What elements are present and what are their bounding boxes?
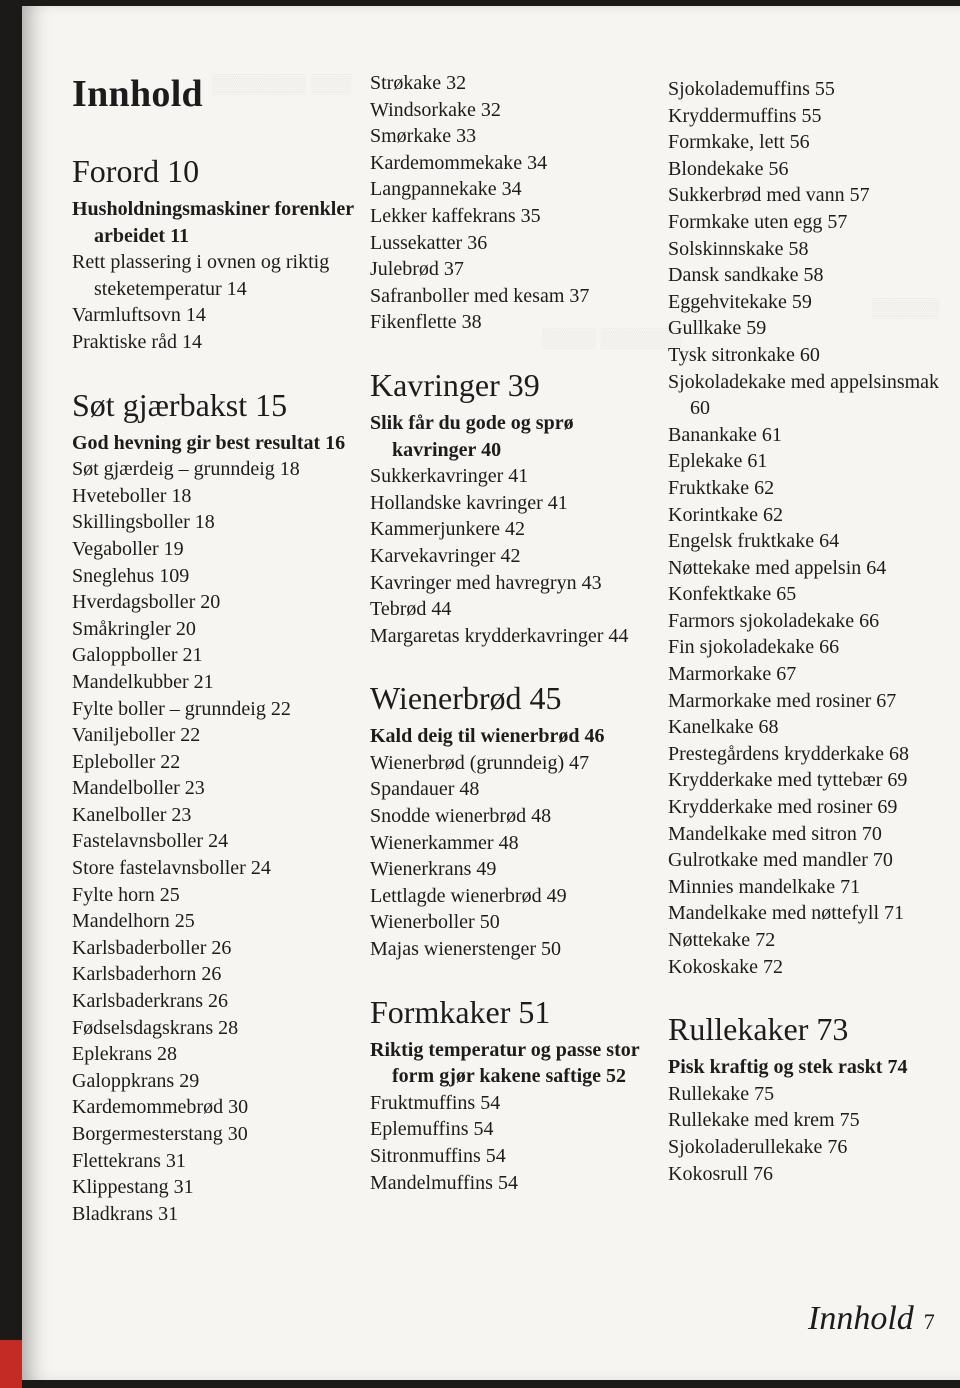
- section-heading: Kavringer 39: [370, 366, 540, 403]
- toc-entry: Eggehvitekake 59: [668, 290, 812, 313]
- section-spacer: [370, 963, 660, 993]
- toc-entry: Wienerboller 50: [370, 911, 500, 934]
- toc-column-1: [72, 152, 362, 1227]
- toc-entry: Galoppboller 21: [72, 644, 203, 667]
- section-spacer: [370, 649, 660, 679]
- toc-entry: Kokosrull 76: [668, 1162, 773, 1185]
- page-number: 7: [923, 1309, 935, 1334]
- section-spacer: [668, 980, 958, 1010]
- toc-entry: Gullkake 59: [668, 317, 767, 340]
- toc-entry: Mandelhorn 25: [72, 910, 195, 933]
- subsection-heading: Riktig temperatur og passe stor form gjør kakene saftige 52: [370, 1038, 640, 1088]
- toc-entry: Minnies mandelkake 71: [668, 875, 861, 898]
- toc-entry: Borgermesterstang 30: [72, 1123, 248, 1145]
- toc-entry: Vegaboller 19: [72, 537, 184, 560]
- toc-entry: Karvekavringer 42: [370, 544, 521, 567]
- toc-entry: Spandauer 48: [370, 778, 480, 801]
- toc-entry: Kryddermuffins 55: [668, 104, 822, 127]
- toc-entry: Rullekake med krem 75: [668, 1109, 860, 1132]
- page-footer: [808, 1300, 935, 1338]
- toc-entry: Rett plassering i ovnen og riktig steketemperatur 14: [72, 251, 330, 300]
- toc-entry: Småkringler 20: [72, 617, 196, 640]
- toc-entry: Dansk sandkake 58: [668, 264, 824, 287]
- toc-entry: Flettekrans 31: [72, 1149, 186, 1172]
- toc-entry: Fin sjokoladekake 66: [668, 636, 840, 659]
- toc-entry: Prestegårdens krydderkake 68: [668, 742, 910, 765]
- toc-column-2: [370, 70, 660, 1196]
- toc-entry: Tysk sitronkake 60: [668, 343, 820, 366]
- section-heading: Forord 10: [72, 153, 200, 189]
- toc-entry: Klippestang 31: [72, 1176, 194, 1199]
- toc-entry: Strøkake 32: [370, 72, 467, 94]
- toc-entry: Hollandske kavringer 41: [370, 491, 568, 514]
- subsection-heading: Pisk kraftig og stek raskt 74: [668, 1056, 908, 1079]
- show-through-text: ▒▒▒▒▒▒▒ ▒▒▒: [212, 74, 352, 95]
- section-heading: Formkaker 51: [370, 993, 551, 1030]
- toc-entry: Kardemommekake 34: [370, 151, 548, 174]
- toc-entry: Vaniljeboller 22: [72, 724, 201, 747]
- show-through-text: ▒▒▒▒ ▒▒▒▒▒▒: [542, 328, 682, 349]
- toc-entry: Nøttekake 72: [668, 929, 776, 951]
- toc-entry: Skillingsboller 18: [72, 511, 215, 534]
- toc-entry: Engelsk fruktkake 64: [668, 530, 840, 553]
- toc-entry: Eplekrans 28: [72, 1043, 177, 1066]
- toc-entry: Hverdagsboller 20: [72, 591, 221, 614]
- toc-entry: Fruktmuffins 54: [370, 1091, 501, 1114]
- toc-entry: Krydderkake med tyttebær 69: [668, 769, 908, 792]
- subsection-heading: God hevning gir best resultat 16: [72, 431, 346, 454]
- toc-entry: Wienerkrans 49: [370, 858, 497, 881]
- toc-entry: Sjokoladekake med appelsinsmak 60: [668, 370, 940, 420]
- toc-entry: Wienerbrød (grunndeig) 47: [370, 751, 590, 774]
- toc-entry: Mandelkake med sitron 70: [668, 822, 882, 845]
- toc-entry: Julebrød 37: [370, 258, 464, 281]
- toc-entry: Lussekatter 36: [370, 231, 488, 254]
- toc-entry: Wienerkammer 48: [370, 831, 519, 854]
- toc-entry: Konfektkake 65: [668, 583, 797, 606]
- toc-entry: Rullekake 75: [668, 1082, 775, 1105]
- toc-entry: Praktiske råd 14: [72, 330, 202, 353]
- toc-entry: Sjokolademuffins 55: [668, 78, 835, 100]
- toc-entry: Sukkerbrød med vann 57: [668, 184, 870, 207]
- toc-entry: Mandelboller 23: [72, 777, 205, 800]
- toc-entry: Søt gjærdeig – grunndeig 18: [72, 458, 300, 481]
- toc-entry: Mandelkake med nøttefyll 71: [668, 902, 905, 925]
- toc-entry: Nøttekake med appelsin 64: [668, 556, 887, 579]
- section-spacer: [72, 356, 362, 386]
- toc-entry: Karlsbaderhorn 26: [72, 963, 222, 986]
- toc-entry: Fylte horn 25: [72, 883, 180, 906]
- toc-entry: Eplekake 61: [668, 450, 768, 473]
- toc-entry: Sukkerkavringer 41: [370, 465, 529, 488]
- toc-entry: Store fastelavnsboller 24: [72, 857, 271, 880]
- toc-entry: Langpannekake 34: [370, 178, 522, 201]
- subsection-heading: Slik får du gode og sprø kavringer 40: [370, 411, 574, 461]
- toc-entry: Gulrotkake med mandler 70: [668, 849, 893, 872]
- section-spacer: [370, 336, 660, 366]
- toc-entry: Banankake 61: [668, 423, 782, 446]
- toc-entry: Sjokoladerullekake 76: [668, 1135, 848, 1158]
- toc-entry: Windsorkake 32: [370, 98, 501, 121]
- toc-entry: Snodde wienerbrød 48: [370, 805, 552, 828]
- toc-entry: Solskinnskake 58: [668, 237, 809, 260]
- toc-entry: Farmors sjokoladekake 66: [668, 609, 880, 632]
- subsection-heading: Husholdningsmaskiner forenkler arbeidet 11: [72, 198, 354, 247]
- toc-entry: Smørkake 33: [370, 125, 477, 148]
- book-page: [22, 6, 960, 1380]
- toc-entry: Karlsbaderboller 26: [72, 936, 232, 959]
- toc-entry: Varmluftsovn 14: [72, 304, 206, 327]
- toc-entry: Mandelmuffins 54: [370, 1171, 518, 1194]
- toc-entry: Blondekake 56: [668, 157, 789, 180]
- toc-entry: Lettlagde wienerbrød 49: [370, 884, 567, 907]
- toc-entry: Galoppkrans 29: [72, 1069, 200, 1092]
- toc-entry: Karlsbaderkrans 26: [72, 990, 229, 1013]
- toc-entry: Kanelboller 23: [72, 803, 192, 826]
- toc-column-3: [668, 76, 958, 1187]
- show-through-text: ▒▒▒▒▒: [872, 298, 940, 319]
- toc-entry: Formkake, lett 56: [668, 131, 810, 154]
- toc-entry: Krydderkake med rosiner 69: [668, 796, 898, 819]
- toc-entry: Epleboller 22: [72, 750, 181, 773]
- toc-entry: Marmorkake med rosiner 67: [668, 689, 897, 712]
- toc-entry: Lekker kaffekrans 35: [370, 204, 541, 227]
- section-heading: Wienerbrød 45: [370, 680, 562, 717]
- book-spine-edge: [0, 1340, 22, 1388]
- toc-entry: Fylte boller – grunndeig 22: [72, 697, 291, 720]
- toc-entry: Mandelkubber 21: [72, 670, 214, 693]
- toc-entry: Bladkrans 31: [72, 1202, 179, 1225]
- toc-entry: Korintkake 62: [668, 503, 783, 526]
- toc-entry: Formkake uten egg 57: [668, 210, 848, 233]
- toc-entry: Kammerjunkere 42: [370, 518, 525, 541]
- toc-entry: Kardemommebrød 30: [72, 1096, 249, 1119]
- toc-entry: Safranboller med kesam 37: [370, 284, 590, 307]
- toc-entry: Fikenflette 38: [370, 311, 482, 334]
- toc-entry: Fødselsdagskrans 28: [72, 1016, 239, 1039]
- toc-entry: Fruktkake 62: [668, 476, 775, 499]
- toc-entry: Tebrød 44: [370, 598, 452, 621]
- toc-entry: Kokoskake 72: [668, 955, 783, 978]
- footer-label: Innhold: [808, 1300, 914, 1337]
- toc-entry: Kanelkake 68: [668, 716, 779, 739]
- section-heading: Søt gjærbakst 15: [72, 386, 288, 423]
- toc-entry: Marmorkake 67: [668, 663, 797, 686]
- toc-entry: Majas wienerstenger 50: [370, 938, 562, 961]
- page-title: Innhold: [72, 73, 203, 115]
- toc-entry: Eplemuffins 54: [370, 1118, 494, 1141]
- toc-entry: Kavringer med havregryn 43: [370, 571, 602, 594]
- toc-entry: Fastelavnsboller 24: [72, 830, 229, 853]
- subsection-heading: Kald deig til wienerbrød 46: [370, 725, 605, 748]
- section-heading: Rullekaker 73: [668, 1011, 849, 1048]
- toc-entry: Sitronmuffins 54: [370, 1145, 506, 1167]
- toc-entry: Margaretas krydderkavringer 44: [370, 624, 629, 647]
- toc-entry: Hveteboller 18: [72, 484, 192, 507]
- toc-entry: Sneglehus 109: [72, 564, 190, 587]
